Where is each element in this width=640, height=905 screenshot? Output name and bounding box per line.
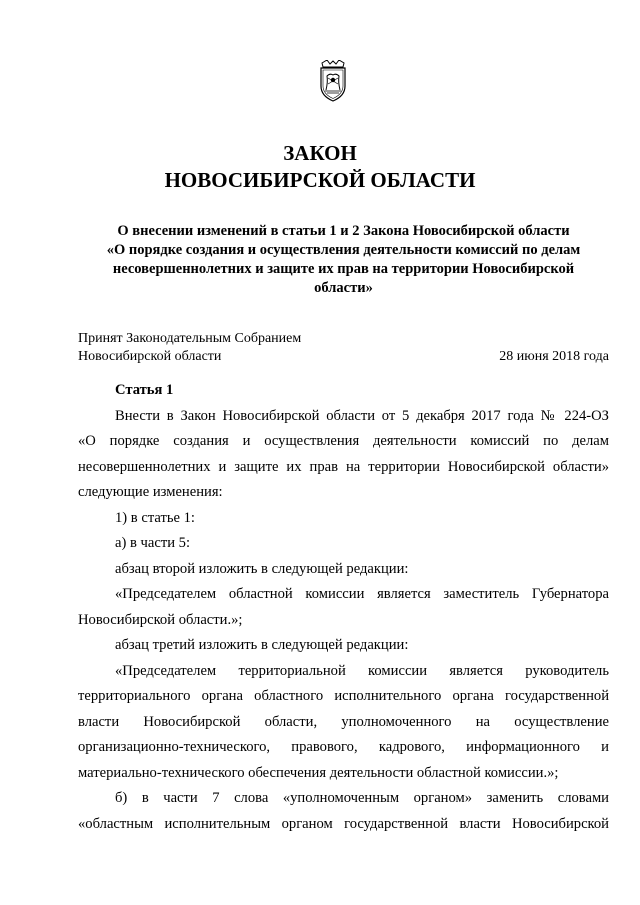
subtitle-line: несовершеннолетних и защите их прав на территории Новосибирской <box>112 261 575 277</box>
subtitle-line: «О порядке создания и осуществления деятельности комиссий по делам <box>106 242 581 258</box>
subtitle-line: области» <box>314 280 373 296</box>
paragraph-line: материально-технического обеспечения деятельности областной комиссии.»; <box>78 764 559 781</box>
paragraph-line: «Председателем территориальной комиссии является руководитель <box>115 662 609 679</box>
paragraph-line: б) в части 7 слова «уполномоченным органом» заменить словами <box>115 790 609 806</box>
paragraph-line: несовершеннолетних и защите их прав на территории Новосибирской области» <box>78 458 609 475</box>
paragraph-line: «Председателем областной комиссии является заместитель Губернатора <box>115 586 609 602</box>
adoption-block <box>78 330 609 366</box>
paragraph-line: Новосибирской области.»; <box>78 611 243 628</box>
adoption-date: 28 июня 2018 года <box>499 349 609 364</box>
adoption-region: Новосибирской области <box>78 349 222 364</box>
novosibirsk-coat-of-arms-icon <box>318 60 348 102</box>
paragraph-line: «О порядке создания и осуществления деятельности комиссий по делам <box>78 433 609 449</box>
paragraph-line: организационно-технического, правового, кадрового, информационного и <box>78 739 609 755</box>
paragraph-line: власти Новосибирской области, уполномоченного на осуществление <box>78 713 609 730</box>
paragraph-line: территориального органа областного исполнительного органа государственной <box>78 688 609 704</box>
article-body <box>78 378 609 837</box>
article-heading: Статья 1 <box>115 382 174 398</box>
paragraph-line: а) в части 5: <box>115 535 191 551</box>
adoption-body: Принят Законодательным Собранием <box>78 331 302 346</box>
law-subtitle <box>78 222 609 298</box>
paragraph-line: абзац второй изложить в следующей редакции: <box>115 560 409 577</box>
paragraph-line: следующие изменения: <box>78 484 223 500</box>
subtitle-line: О внесении изменений в статьи 1 и 2 Закона Новосибирской области <box>117 223 570 239</box>
paragraph-line: абзац третий изложить в следующей редакции: <box>115 637 409 653</box>
law-title: ЗАКОН <box>283 141 357 165</box>
paragraph-line: 1) в статье 1: <box>115 509 195 526</box>
paragraph-line: Внести в Закон Новосибирской области от 5 декабря 2017 года № 224-ОЗ <box>115 407 609 424</box>
paragraph-line: «областным исполнительным органом государственной власти Новосибирской <box>78 815 609 832</box>
law-title-region: НОВОСИБИРСКОЙ ОБЛАСТИ <box>164 168 476 192</box>
